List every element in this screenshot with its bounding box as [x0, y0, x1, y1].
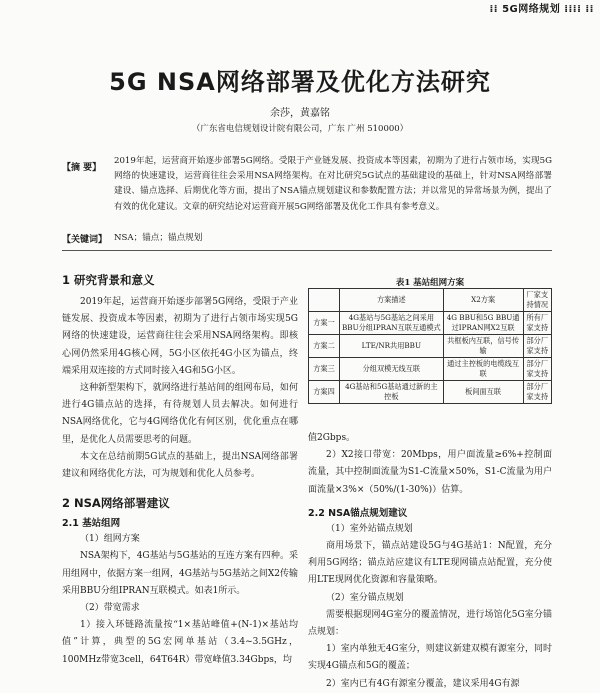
table-row: [309, 381, 552, 404]
table-cell: 所有厂家支持: [523, 312, 551, 335]
abstract-text: 2019年起，运营商开始逐步部署5G网络。受限于产业链发展、投资成本等因素，初期为了进行占领市场，实现5G网络的快速建设，运营商往往会采用NSA网络架构。在对比研究5G试点的基础建设的基础上，针对NSA网络部署建设、锚点选择、后期优化等方面，提出了NSA锚点规划建议和参数配置方法；并以常见的异常场景为例，提出了有效的优化建议。文章的研究结论对运营商开展5G网络部署及优化工作具有参考意义。: [114, 156, 552, 212]
keywords-text: NSA；锚点；锚点规划: [114, 233, 203, 243]
table-cell: 方案四: [309, 381, 340, 404]
right-paragraph: 2）室内已有4G有源室分覆盖，建议采用4G有源: [326, 678, 520, 689]
subsection-heading: 2.2 NSA锚点规划建议: [308, 507, 408, 519]
section1-paragraph: 2019年起，运营商开始逐步部署5G网络，受限于产业链发展、投资成本等因素，初期为了进行占领市场实现5G网络的快速建设，运营商往往会采用NSA网络架构。即核心网仍然采用4G核心网，5G小区依托4G小区为锚点，终端采用双连接的方式同时接入4G和5G小区。: [62, 297, 298, 376]
right-paragraph: 值2Gbps。: [308, 433, 356, 443]
subsection-heading: 2.1 基站组网: [62, 518, 121, 530]
authors: 余莎，黄嘉铭: [270, 108, 330, 119]
section2-paragraph: 1）接入环链路流量按“1×基站峰值+(N-1)×基站均值”计算，典型的5G宏网单基站（3.4~3.5GHz，100MHz带宽3cell，64T64R）带宽峰值3.34Gbps，均: [62, 620, 298, 665]
right-paragraph: 1）室内单独无4G室分，则建议新建双模有源室分，同时实现4G锚点和5G的覆盖；: [308, 644, 552, 672]
table-cell: LTE/NR共用BBU: [340, 335, 444, 358]
table-title: 表1 基站组网方案: [395, 278, 465, 288]
section1-paragraph: 本文在总结前期5G试点的基础上，提出NSA网络部署建议和网络优化方法，可为规划和优化人员参考。: [62, 451, 298, 480]
table-row: [309, 335, 552, 358]
abstract-label: 【摘 要】: [62, 163, 102, 173]
table-cell: 部分厂家支持: [523, 335, 551, 358]
section1-heading: 1 研究背景和意义: [62, 273, 155, 287]
table-cell: 方案三: [309, 358, 340, 381]
section2-paragraph: NSA架构下，4G基站与5G基站的互连方案有四种。采用组网中，依据方案一组网，4G基站与5G基站之间X2传输采用BBU分组IPRAN互联模式。如表1所示。: [62, 551, 298, 596]
right-paragraph: 需要根据现网4G室分的覆盖情况，进行场馆化5G室分锚点规划：: [308, 609, 552, 638]
table-cell: 4G BBU和5G BBU通过IPRAN网X2互联: [443, 312, 523, 335]
table-header-cell: X2方案: [443, 289, 523, 312]
table-cell: 4G基站和5G基站通过新的主控板: [340, 381, 444, 404]
right-paragraph: 2）X2接口带宽：20Mbps，用户面流量≥6%+控制面流量，其中控制面流量为S1-C流量×50%，S1-C流量为用户面流量×3%×（50%/(1-30%)）估算。: [308, 450, 552, 495]
section1-paragraph: 这种新型架构下，就网络进行基站间的组网布局，如何进行4G锚点站的选择，有待规划人员去解决。如何进行NSA网络优化，它与4G网络优化有何区别，优化重点在哪里，是优化人员需要思考的问题。: [62, 383, 298, 445]
table-cell: 分组双模无线互联: [340, 358, 444, 381]
right-column: [308, 430, 552, 693]
table-cell: 4G基站与5G基站之间采用BBU分组IPRAN互联互通模式: [340, 312, 444, 335]
keywords-label: 【关键词】: [62, 235, 108, 245]
table-row: [309, 358, 552, 381]
table-cell: 方案二: [309, 335, 340, 358]
table-header-cell: 方案描述: [340, 289, 444, 312]
list-item-heading: （2）室分锚点规划: [326, 592, 404, 603]
table-cell: 部分厂家支持: [523, 381, 551, 404]
table-cell: 方案一: [309, 312, 340, 335]
table-cell: 共框板内互联，信号传输: [443, 335, 523, 358]
table-header-cell: [309, 289, 340, 312]
paper-title: 5G NSA网络部署及优化方法研究: [109, 68, 491, 96]
section2-heading: 2 NSA网络部署建议: [62, 496, 170, 511]
list-item-heading: （2）带宽需求: [80, 603, 140, 614]
table-cell: 部分厂家支持: [523, 358, 551, 381]
affiliation: （广东省电信规划设计院有限公司，广东 广州 510000）: [191, 124, 409, 134]
header-divider: [62, 250, 552, 251]
table-cell: 板间面互联: [443, 381, 523, 404]
right-paragraph: 商用场景下，锚点站建设5G与4G基站1：N配置，充分利用5G网络；锚点站应建议有LTE现网锚点站配置，充分使用LTE现网优化资源和容量策略。: [308, 541, 552, 586]
list-item-heading: （1）室外站锚点规划: [326, 523, 413, 534]
network-scheme-table: [308, 288, 552, 404]
table-header-row: [309, 289, 552, 312]
left-column: [62, 272, 298, 669]
table-row: [309, 312, 552, 335]
table-cell: 通过主控板的电缆线互联: [443, 358, 523, 381]
list-item-heading: （1）组网方案: [80, 534, 140, 545]
journal-section-tag: ⁞⁞ 5G网络规划 ⁞⁞⁞⁞ ⁞⁞: [489, 4, 594, 15]
table-header-cell: 厂家支持情况: [523, 289, 551, 312]
